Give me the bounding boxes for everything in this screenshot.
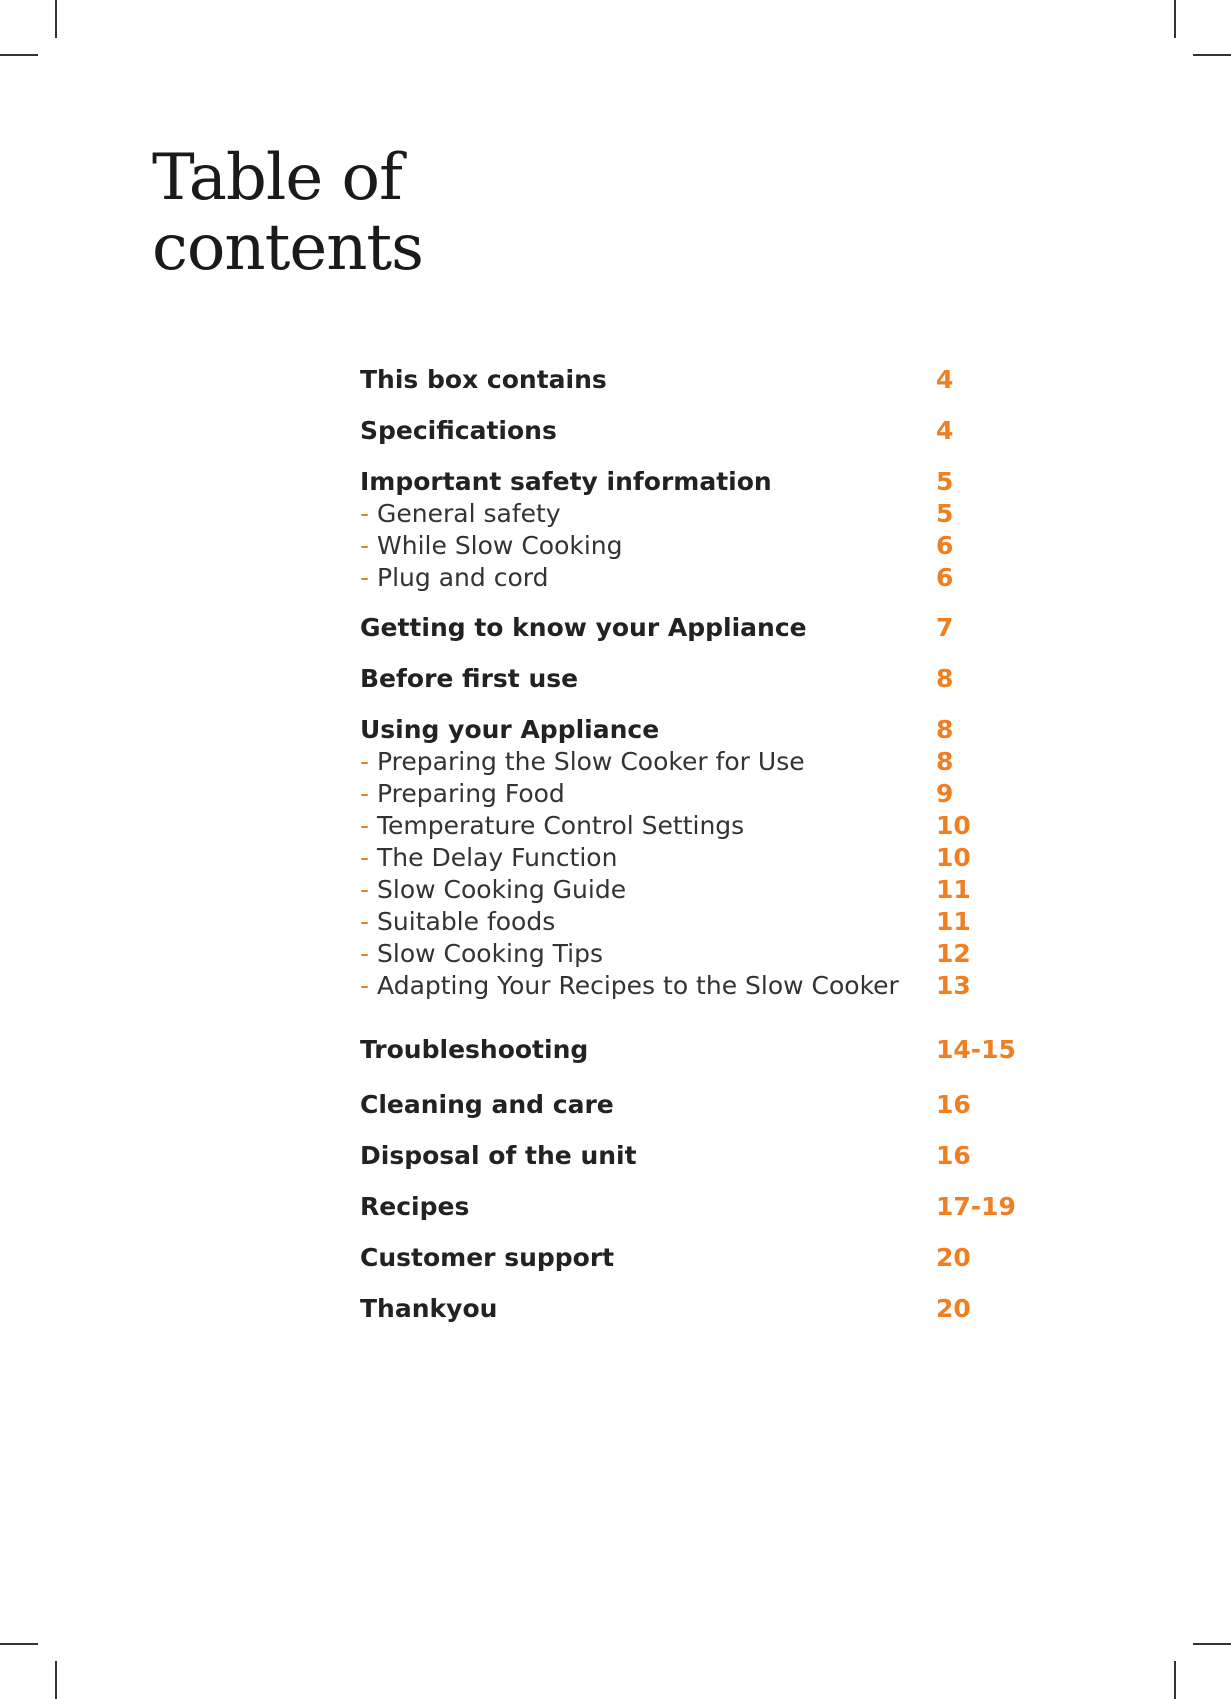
page-title (152, 143, 423, 283)
toc-subentry (360, 778, 1060, 810)
toc-entry-label (360, 970, 899, 1002)
toc-page-number: 11 (936, 907, 971, 936)
toc-subentry-marker: - (360, 563, 370, 592)
toc-entry (360, 1191, 1060, 1223)
toc-entry-label: Specifications (360, 416, 557, 445)
toc-page-number: 7 (936, 613, 954, 642)
toc-subentry-marker: - (360, 939, 370, 968)
toc-page-number: 10 (936, 843, 971, 872)
toc-subentry-text: Slow Cooking Tips (377, 939, 604, 968)
toc-subentry (360, 970, 1060, 1002)
toc-entry (360, 663, 1060, 695)
toc-subentry (360, 906, 1060, 938)
toc-subentry (360, 530, 1060, 562)
toc-subentry (360, 746, 1060, 778)
toc-subentry-text: While Slow Cooking (377, 531, 623, 560)
toc-page-number: 13 (936, 971, 971, 1000)
toc-entry-label (360, 842, 617, 874)
toc-entry (360, 415, 1060, 447)
toc-page-number: 14-15 (936, 1035, 1016, 1064)
toc-subentry-text: Slow Cooking Guide (377, 875, 627, 904)
toc-entry-label: Customer support (360, 1243, 615, 1272)
crop-mark-bottom-left-horizontal (0, 1643, 38, 1645)
page-title-line-2: contents (152, 211, 423, 285)
crop-mark-top-left-horizontal (0, 54, 38, 56)
toc-subentry-text: Preparing the Slow Cooker for Use (377, 747, 805, 776)
toc-entry-label (360, 938, 603, 970)
toc-subentry-text: Preparing Food (377, 779, 565, 808)
toc-subentry-marker: - (360, 747, 370, 776)
toc-subentry-marker: - (360, 971, 370, 1000)
crop-mark-bottom-left-vertical (55, 1661, 57, 1699)
toc-entry (360, 1089, 1060, 1121)
toc-entry-label (360, 530, 623, 562)
toc-subentry-marker: - (360, 531, 370, 560)
toc-entry-label (360, 778, 565, 810)
toc-page-number: 20 (936, 1243, 971, 1272)
toc-subentry (360, 874, 1060, 906)
crop-mark-bottom-right-vertical (1174, 1661, 1176, 1699)
toc-subentry-text: Temperature Control Settings (377, 811, 745, 840)
toc-subentry-text: Suitable foods (377, 907, 556, 936)
toc-entry (360, 1034, 1060, 1066)
toc-entry-label: Cleaning and care (360, 1090, 614, 1119)
toc-page-number: 5 (936, 467, 954, 496)
toc-subentry (360, 842, 1060, 874)
toc-subentry-marker: - (360, 907, 370, 936)
toc-subentry-marker: - (360, 779, 370, 808)
toc-subentry (360, 938, 1060, 970)
toc-entry-label: Disposal of the unit (360, 1141, 637, 1170)
toc-entry (360, 1293, 1060, 1325)
toc-entry-label: Important safety information (360, 467, 772, 496)
crop-mark-top-left-vertical (55, 0, 57, 38)
toc-entry (360, 1242, 1060, 1274)
toc-entry-label: This box contains (360, 365, 607, 394)
crop-mark-bottom-right-horizontal (1193, 1643, 1231, 1645)
toc-page-number: 12 (936, 939, 971, 968)
toc-page-number: 17-19 (936, 1192, 1016, 1221)
toc-entry-label: Thankyou (360, 1294, 498, 1323)
toc-subentry (360, 498, 1060, 530)
toc-entry-label: Using your Appliance (360, 715, 660, 744)
toc-entry (360, 364, 1060, 396)
toc-page-number: 16 (936, 1141, 971, 1170)
page-title-line-1: Table of (152, 141, 402, 215)
toc-page-number: 8 (936, 747, 954, 776)
toc-entry-label (360, 874, 626, 906)
toc-page-number: 8 (936, 664, 954, 693)
toc-page-number: 6 (936, 563, 954, 592)
toc-entry-label: Recipes (360, 1192, 470, 1221)
toc-entry (360, 1140, 1060, 1172)
toc-subentry-marker: - (360, 843, 370, 872)
toc-subentry-text: Plug and cord (377, 563, 549, 592)
toc-entry-label: Getting to know your Appliance (360, 613, 807, 642)
toc-entry (360, 612, 1060, 644)
toc-entry-label: Before first use (360, 664, 579, 693)
toc-page-number: 10 (936, 811, 971, 840)
toc-page-number: 6 (936, 531, 954, 560)
toc-page-number: 4 (936, 416, 954, 445)
toc-entry (360, 466, 1060, 498)
toc-page-number: 4 (936, 365, 954, 394)
toc-subentry-marker: - (360, 811, 370, 840)
toc-subentry-marker: - (360, 875, 370, 904)
toc-subentry-text: The Delay Function (377, 843, 618, 872)
toc-entry-label (360, 562, 548, 594)
toc-subentry (360, 810, 1060, 842)
toc-subentry (360, 562, 1060, 594)
toc-subentry-marker: - (360, 499, 370, 528)
toc-page-number: 16 (936, 1090, 971, 1119)
toc-entry-label (360, 810, 744, 842)
toc-entry-label: Troubleshooting (360, 1035, 589, 1064)
toc-page-number: 8 (936, 715, 954, 744)
toc-entry (360, 714, 1060, 746)
toc-page-number: 11 (936, 875, 971, 904)
toc-page-number: 5 (936, 499, 954, 528)
toc-page-number: 9 (936, 779, 954, 808)
toc-entry-label (360, 746, 805, 778)
toc-entry-label (360, 498, 561, 530)
toc-subentry-text: General safety (377, 499, 561, 528)
toc-subentry-text: Adapting Your Recipes to the Slow Cooker (377, 971, 899, 1000)
crop-mark-top-right-horizontal (1193, 54, 1231, 56)
toc-entry-label (360, 906, 555, 938)
toc-page-number: 20 (936, 1294, 971, 1323)
crop-mark-top-right-vertical (1174, 0, 1176, 38)
